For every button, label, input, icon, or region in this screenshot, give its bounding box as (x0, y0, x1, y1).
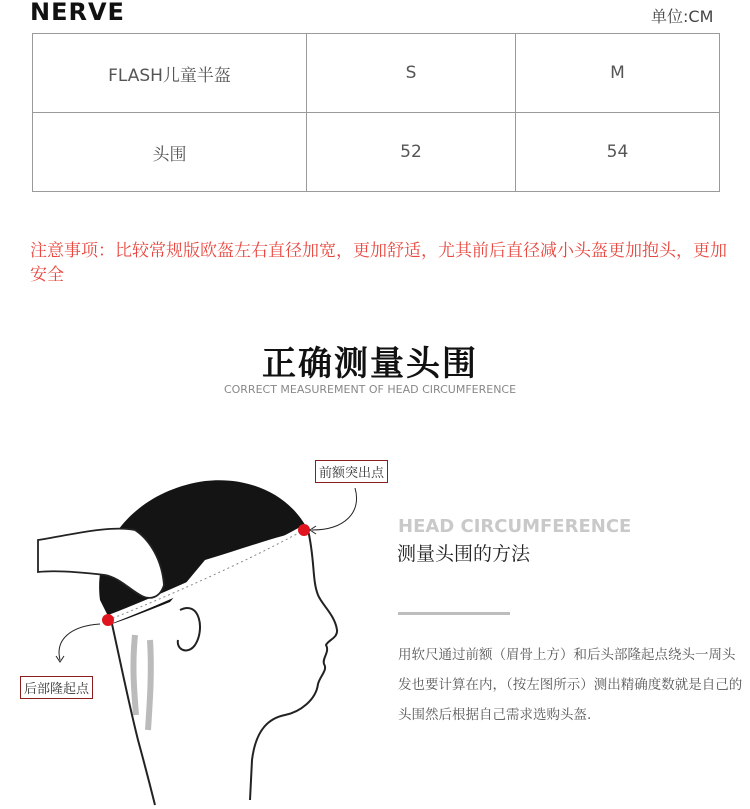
table-cell: 54 (516, 113, 720, 192)
table-cell: M (516, 34, 720, 113)
method-title-en: HEAD CIRCUMFERENCE (398, 516, 632, 537)
front-pointer-arrow (312, 488, 357, 530)
ear-shape (178, 608, 200, 650)
back-point-marker (102, 614, 114, 626)
face-outline (250, 530, 337, 800)
table-row (33, 113, 720, 192)
method-title-cn: 测量头围的方法 (397, 543, 531, 565)
front-point-marker (298, 524, 310, 536)
tape-hanging-end (133, 635, 136, 715)
back-point-label: 后部隆起点 (20, 676, 93, 699)
section-title: 正确测量头围 (262, 344, 478, 384)
section-subtitle: CORRECT MEASUREMENT OF HEAD CIRCUMFERENCE (223, 383, 517, 396)
table-cell: 头围 (33, 113, 307, 192)
divider (398, 612, 510, 615)
back-pointer-arrow (59, 624, 100, 660)
table-cell: 52 (307, 113, 516, 192)
head-measurement-illustration (0, 440, 390, 809)
table-cell: S (307, 34, 516, 113)
table-row (33, 34, 720, 113)
front-point-label: 前额突出点 (315, 460, 388, 483)
unit-label: 单位:CM (651, 7, 714, 26)
size-table (32, 33, 720, 192)
note-text: 注意事项：比较常规版欧盔左右直径加宽，更加舒适，尤其前后直径减小头盔更加抱头，更加安全 (30, 241, 727, 285)
brand-logo: NERVE (30, 0, 125, 26)
table-cell: FLASH儿童半盔 (33, 34, 307, 113)
method-description: 用软尺通过前额（眉骨上方）和后头部隆起点绕头一周头发也要计算在内，（按左图所示）测出精确度数就是自己的头围然后根据自己需求选购头盔. (398, 647, 743, 723)
